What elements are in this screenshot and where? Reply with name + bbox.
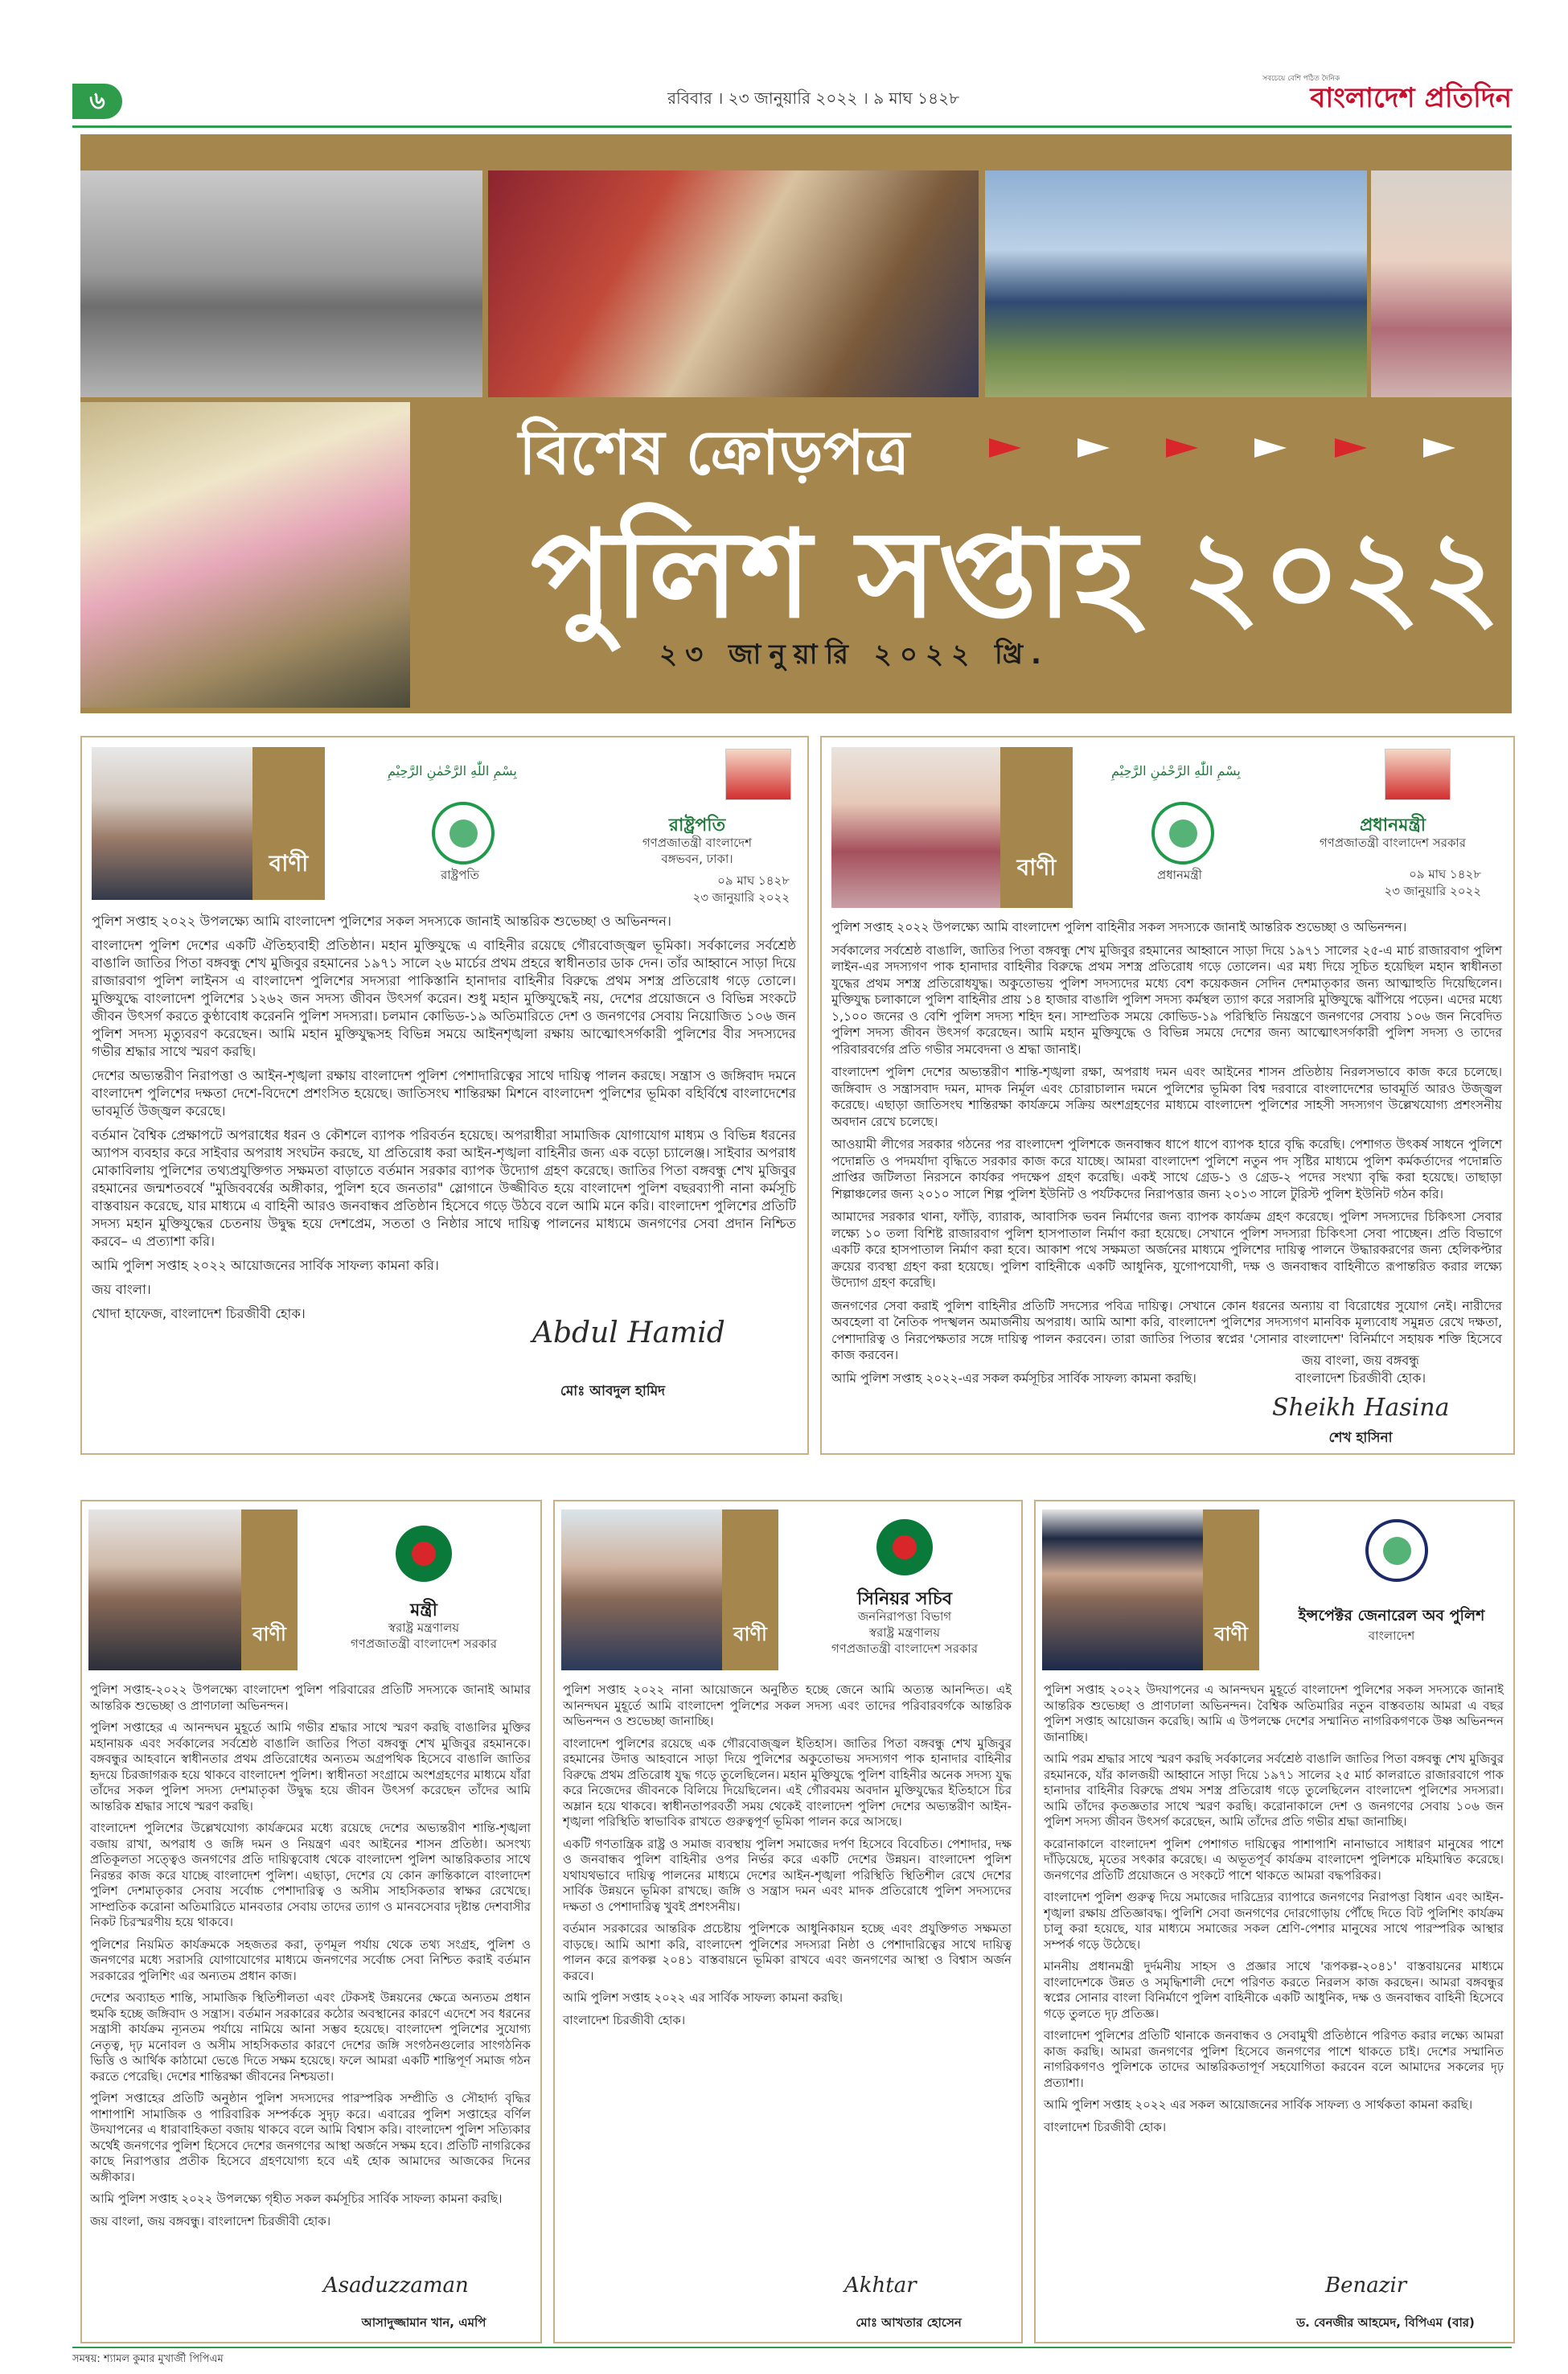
mujib-year-logo-icon <box>1385 749 1451 800</box>
white-flag-icon <box>1254 438 1287 458</box>
closing-line: বাংলাদেশ চিরজীবী হোক। <box>1295 1370 1426 1386</box>
paragraph: বাংলাদেশ পুলিশের প্রতিটি থানাকে জনবান্ধব ও সেবামুখী প্রতিষ্ঠানে পরিণত করার লক্ষ্যে আমরা কাজ করছি। আমরা জনগণের পুলিশ হিসেবে জনগণের পাশে থাকতে চাই। দেশের সম্মানিত নাগরিকগণও পুলিশকে তাদের আন্তরিকতাপূর্ণ সহযোগিতা করবেন বলে আমাদের সকলের দৃঢ় প্রত্যাশা। <box>1044 2028 1504 2090</box>
president-meeting-photo <box>488 170 979 397</box>
logo-text: বাংলাদেশ প্রতিদিন <box>1310 82 1512 114</box>
bani-label: বাণী <box>252 747 325 900</box>
igp-signature: Benazir <box>1325 2273 1407 2298</box>
minister-portrait <box>88 1509 241 1670</box>
pm-name: শেখ হাসিনা <box>1328 1430 1393 1446</box>
date-english: ২৩ জানুয়ারি ২০২২ <box>1384 884 1481 898</box>
paragraph: আমি পুলিশ সপ্তাহ ২০২২ এর সকল আয়োজনের সার্বিক সাফল্য ও সার্থকতা কামনা করছি। <box>1044 2097 1473 2112</box>
secretary-signature: Akhtar <box>844 2273 917 2298</box>
mujib-year-logo-icon <box>725 749 791 800</box>
minister-signature: Asaduzzaman <box>323 2273 469 2298</box>
page-number: ৬ <box>72 84 122 119</box>
pm-message-body <box>831 919 1502 1393</box>
paragraph: মাননীয় প্রধানমন্ত্রী দুর্দমনীয় সাহস ও প্রজ্ঞার সাথে 'রূপকল্প-২০৪১' বাস্তবায়নের মাধ্যমে বাংলাদেশকে উন্নত ও সমৃদ্ধিশালী দেশে পরিণত করতে নিরলস কাজ করছেন। আমরা বঙ্গবন্ধুর স্বপ্নের সোনার বাংলা বিনির্মাণে পুলিশ বাহিনীকে একটি আধুনিক, দক্ষ ও জনবান্ধব বাহিনী হিসেবে গড়ে তুলতে দৃঢ় প্রতিজ্ঞ। <box>1044 1959 1504 2021</box>
paragraph: বাংলাদেশ পুলিশ দেশের অভ্যন্তরীণ শান্তি-শৃঙ্খলা রক্ষা, অপরাধ দমন এবং আইনের শাসন প্রতিষ্ঠায় নিরলসভাবে কাজ করে চলেছে। জঙ্গিবাদ ও সন্ত্রাসবাদ দমন, মাদক নির্মূল এবং চোরাচালান দমনে পুলিশের ভূমিকা বিশ্ব দরবারে বাংলাদেশের ভাবমূর্তি আরও উজ্জ্বল করেছে। এছাড়া জাতিসংঘ শান্তিরক্ষা কার্যক্রমে সক্রিয় অংশগ্রহণের মাধ্যমে বাংলাদেশ পুলিশের সাহসী সদস্যগণ উল্লেখযোগ্য প্রশংসনীয় অবদান রেখে চলেছে। <box>831 1065 1502 1129</box>
government-emblem-icon <box>396 1526 452 1582</box>
bouquet-handover-photo <box>80 402 410 708</box>
president-title: রাষ্ট্রপতি <box>668 815 726 836</box>
secretary-name: মোঃ আখতার হোসেন <box>856 2315 962 2330</box>
secretary-government: গণপ্রজাতন্ত্রী বাংলাদেশ সরকার <box>831 1641 979 1656</box>
president-location: বঙ্গভবন, ঢাকা। <box>661 852 733 866</box>
paragraph: সর্বকালের সর্বশ্রেষ্ঠ বাঙালি, জাতির পিতা বঙ্গবন্ধু শেখ মুজিবুর রহমানের আহ্বানে সাড়া দিয়ে ১৯৭১ সালের ২৫-এ মার্চ রাজারবাগ পুলিশ লাইন-এর সদস্যগণ পাক হানাদার বাহিনীর বিরুদ্ধে প্রথম সশস্ত্র প্রতিরোধ গড়ে তোলেন। এর মধ্য দিয়ে সূচিত হয়েছিল মহান স্বাধীনতা যুদ্ধের প্রথম সশস্ত্র প্রতিরোধযুদ্ধ। অকুতোভয় পুলিশ সদস্যদের মধ্যে বেশ কয়েকজন সেদিন দেশমাতৃকার জন্য আত্মাহুতি দিয়েছিলেন। মুক্তিযুদ্ধ চলাকালে পুলিশ বাহিনীর প্রায় ১৪ হাজার বাঙালি পুলিশ সদস্য কর্মস্থল ত্যাগ করে সরাসরি মুক্তিযুদ্ধে ঝাঁপিয়ে পড়েন। এদের মধ্যে ১,১০০ জনের ও বেশি পুলিশ সদস্য শহিদ হন। সাম্প্রতিক সময়ে কোভিড-১৯ পরিস্থিতি নিয়ন্ত্রণে জনগণের সেবায় ১০৬ জন নিবেদিত পুলিশ সদস্য জীবন উৎসর্গ করেছেন। আমি মহান মুক্তিযুদ্ধে ও বিভিন্ন সময়ে দেশের জন্য আত্মোৎসর্গকারী পুলিশ সদস্য ও তাদের পরিবারবর্গের প্রতি গভীর সমবেদনা ও শ্রদ্ধা জানাই। <box>831 943 1502 1057</box>
paragraph: করোনাকালে বাংলাদেশ পুলিশ পেশাগত দায়িত্বের পাশাপাশি নানাভাবে সাধারণ মানুষের পাশে দাঁড়িয়েছে, মৃতের সৎকার করেছে। এ অভূতপূর্ব কার্যক্রম বাংলাদেশ পুলিশকে মহিমান্বিত করেছে। জনগণের প্রতিটি প্রয়োজনে ও সংকটে পাশে থাকতে আমরা বদ্ধপরিকর। <box>1044 1836 1504 1883</box>
igp-title: ইন্সপেক্টর জেনারেল অব পুলিশ <box>1298 1607 1485 1624</box>
president-message-box <box>80 736 809 1455</box>
pm-emblem-icon <box>1151 802 1214 865</box>
police-emblem-icon <box>1365 1519 1428 1582</box>
paragraph: দেশের অভ্যন্তরীণ নিরাপত্তা ও আইন-শৃঙ্খলা রক্ষায় বাংলাদেশ পুলিশ পেশাদারিত্বের সাথে দায়িত্ব পালন করছে। সন্ত্রাস ও জঙ্গিবাদ দমনে বাংলাদেশ পুলিশের দক্ষতা দেশে-বিদেশে প্রশংসিত হয়েছে। জাতিসংঘ শান্তিরক্ষা মিশনে বাংলাদেশ পুলিশের ভূমিকা বহির্বিশ্বে বাংলাদেশের ভাবমূর্তি উজ্জ্বল করেছে। <box>92 1068 796 1119</box>
historic-jeep-photo <box>80 170 482 397</box>
minister-name: আসাদুজ্জামান খান, এমপি <box>361 2315 486 2330</box>
paragraph: বর্তমান বৈশ্বিক প্রেক্ষাপটে অপরাধের ধরন ও কৌশলে ব্যাপক পরিবর্তন হয়েছে। অপরাধীরা সামাজিক যোগাযোগ মাধ্যম ও বিভিন্ন ধরনের অ্যাপস ব্যবহার করে সাইবার অপরাধ সংঘটন করছে, যা প্রতিরোধ করা আইন-শৃঙ্খলা বাহিনীর জন্য এক বড়ো চ্যালেঞ্জ। সাইবার অপরাধ মোকাবিলায় পুলিশের তথ্যপ্রযুক্তিগত সক্ষমতা বাড়াতে বর্তমান সরকার ব্যাপক উদ্যোগ গ্রহণ করেছে। জাতির পিতা বঙ্গবন্ধু শেখ মুজিবুর রহমানের জন্মশতবর্ষে "মুজিববর্ষের অঙ্গীকার, পুলিশ হবে জনতার" স্লোগানে উজ্জীবিত হয়ে বাংলাদেশ পুলিশ বছরব্যাপী নানা কর্মসূচি বাস্তবায়ন করেছে, যার মাধ্যমে এ বাহিনী আরও জনবান্ধব প্রতিষ্ঠান হিসেবে গড়ে উঠবে বলে আমি মনে করি। বাংলাদেশ পুলিশের প্রতিটি সদস্য মহান মুক্তিযুদ্ধের চেতনায় উদ্বুদ্ধ হয়ে দেশপ্রেম, সততা ও নিষ্ঠার সাথে দায়িত্ব পালনের মাধ্যমে জনগণের সেবা প্রদান নিশ্চিত করবে– এ প্রত্যাশা করি। <box>92 1127 796 1249</box>
government-emblem-icon <box>876 1519 933 1575</box>
paragraph: বাংলাদেশ পুলিশের উল্লেখযোগ্য কার্যক্রমের মধ্যে রয়েছে দেশের অভ্যন্তরীণ শান্তি-শৃঙ্খলা বজায় রাখা, অপরাধ ও জঙ্গি দমন ও নিয়ন্ত্রণ এবং আইনের শাসন প্রতিষ্ঠা। অসংখ্য প্রতিকূলতা সত্ত্বেও জনগণের প্রতি দায়িত্ববোধ থেকে বাংলাদেশ পুলিশ আন্তরিকতার সাথে নিরন্তর কাজ করে যাচ্ছে বাংলাদেশ পুলিশ। এছাড়া, দেশের যে কোন ক্রান্তিকালে বাংলাদেশ পুলিশ দেশমাতৃকার সেবায় সর্বোচ্চ পেশাদারিত্ব ও অসীম সাহসিকতার স্বাক্ষর রেখেছে। সাম্প্রতিক করোনা অতিমারিতে মানবতার সেবায় তাদের ত্যাগ ও মানবসেবার দৃষ্টান্ত দেশবাসীর নিকট চিরস্মরণীয় হয়ে থাকবে। <box>90 1821 531 1929</box>
paragraph: আওয়ামী লীগের সরকার গঠনের পর বাংলাদেশ পুলিশকে জনবান্ধব ধাপে ধাপে ব্যাপক হারে বৃদ্ধি করেছি। পেশাগত উৎকর্ষ সাধনে পুলিশে পদোন্নতি ও পদমর্যাদা বৃদ্ধিতে সরকার কাজ করে যাচ্ছে। আমরা বাংলাদেশ পুলিশে নতুন পদ সৃষ্টির মাধ্যমে পুলিশ কর্মকর্তাদের পদোন্নতি প্রাপ্তির জটিলতা নিরসনে কার্যকর পদক্ষেপ গ্রহণ করেছি। একই সাথে গ্রেড-১ ও গ্রেড-২ পদের সংখ্যা বৃদ্ধি করা হয়েছে। তাছাড়া শিল্পাঞ্চলের জন্য ২০১০ সালে শিল্প পুলিশ ইউনিট ও পর্যটকদের নিরাপত্তার জন্য ২০১৩ সালে টুরিস্ট পুলিশ ইউনিট গঠন করি। <box>831 1137 1502 1201</box>
paragraph: জয় বাংলা, জয় বঙ্গবন্ধু। বাংলাদেশ চিরজীবী হোক। <box>90 2213 331 2228</box>
police-week-title: পুলিশ সপ্তাহ ২০২২ <box>531 503 1503 645</box>
pm-portrait <box>831 747 1000 908</box>
pm-signature: Sheikh Hasina <box>1272 1394 1450 1422</box>
paragraph: আমি পুলিশ সপ্তাহ ২০২২-এর সকল কর্মসূচির সার্বিক সাফল্য কামনা করছি। <box>831 1370 1197 1386</box>
paragraph: পুলিশ সপ্তাহের প্রতিটি অনুষ্ঠান পুলিশ সদস্যদের পারস্পরিক সম্প্রীতি ও সৌহার্দ্য বৃদ্ধির পাশাপাশি সামাজিক ও পারিবারিক সম্পর্ককে সুদৃঢ় করে। এবারের পুলিশ সপ্তাহের বর্ণিল উদযাপনের এ ধারাবাহিকতা বজায় থাকবে বলে আমি বিশ্বাস করি। বাংলাদেশ পুলিশ সত্যিকার অর্থেই জনগণের পুলিশ হিসেবে দেশের জনগণের আস্থা অর্জনে সক্ষম হবে। প্রতিটি নাগরিকের কাছে নিরাপত্তার প্রতীক হিসেবে গ্রহণযোগ্য হবে এই হোক আমাদের আজকের দিনের অঙ্গীকার। <box>90 2091 531 2184</box>
igp-portrait <box>1042 1509 1203 1670</box>
president-emblem-icon <box>432 802 495 865</box>
paragraph: একটি গণতান্ত্রিক রাষ্ট্র ও সমাজ ব্যবস্থায় পুলিশ সমাজের দর্পণ হিসেবে বিবেচিত। পেশাদার, দক্ষ ও জনবান্ধব পুলিশ বাহিনীর ওপর নির্ভর করে একটি দেশের উন্নয়ন। বাংলাদেশ পুলিশ যথাযথভাবে দায়িত্ব পালনের মাধ্যমে দেশের আইন-শৃঙ্খলা পরিস্থিতি স্থিতিশীল রেখে দেশের সার্বিক উন্নয়নে ভূমিকা রাখছে। জঙ্গি ও সন্ত্রাস দমন এবং মাদক প্রতিরোধে পুলিশ সদস্যদের দক্ষতা ও পেশাদারিত্ব খুবই প্রশংসনীয়। <box>563 1836 1012 1914</box>
paragraph: পুলিশের নিয়মিত কার্যক্রমকে সহজতর করা, তৃণমূল পর্যায় থেকে তথ্য সংগ্রহ, পুলিশ ও জনগণের মধ্যে সরাসরি যোগাযোগের মাধ্যমে জনগণের সর্বোচ্চ সেবা নিশ্চিত করাই বর্তমান সরকারের পুলিশিং এর অন্যতম প্রধান কাজ। <box>90 1937 531 1983</box>
paragraph: বাংলাদেশ চিরজীবী হোক। <box>563 2012 686 2027</box>
police-parade-photo <box>985 170 1367 397</box>
red-flag-icon <box>1166 438 1198 458</box>
red-flag-icon <box>989 438 1021 458</box>
police-week-date: ২৩ জানুয়ারি ২০২২ খ্রি. <box>659 639 1049 671</box>
bani-label: বাণী <box>722 1509 778 1670</box>
president-date <box>597 873 790 906</box>
pm-date <box>1304 866 1481 900</box>
supplement-heading: বিশেষ ক্রোড়পত্র <box>519 417 910 488</box>
pm-closing <box>1240 1352 1481 1387</box>
red-flag-icon <box>1335 438 1367 458</box>
president-signature: Abdul Hamid <box>532 1316 725 1349</box>
minister-government: গণপ্রজাতন্ত্রী বাংলাদেশ সরকার <box>350 1637 498 1651</box>
paragraph: দেশের অব্যাহত শান্তি, সামাজিক স্থিতিশীলতা এবং টেকসই উন্নয়নের ক্ষেত্রে অন্যতম প্রধান হুমকি হচ্ছে জঙ্গিবাদ ও সন্ত্রাস। বর্তমান সরকারের কঠোর অবস্থানের কারণে এদেশে সব ধরনের সন্ত্রাসী কার্যক্রম ন্যূনতম পর্যায়ে নামিয়ে আনা সম্ভব হয়েছে। বাংলাদেশ পুলিশের সুযোগ্য নেতৃত্ব, দৃঢ় মনোবল ও অসীম সাহসিকতার কারণে দেশের জঙ্গি সংগঠনগুলোর সাংগঠনিক ভিত্তি ও আর্থিক কাঠামো ভেঙে দিতে সক্ষম হয়েছে। ফলে আমরা একটি শান্তিপূর্ণ সমাজ গঠন করতে পেরেছি। দেশের শান্তিরক্ষা জীবনের নিশ্চয়তা। <box>90 1990 531 2084</box>
paragraph: আমি পুলিশ সপ্তাহ ২০২২ এর সার্বিক সাফল্য কামনা করছি। <box>563 1990 844 2005</box>
dateline: রবিবার । ২৩ জানুয়ারি ২০২২ । ৯ মাঘ ১৪২৮ <box>667 88 960 108</box>
date-bangla: ০৯ মাঘ ১৪২৮ <box>1409 867 1481 881</box>
white-flag-icon <box>1077 438 1110 458</box>
pm-subtitle: গণপ্রজাতন্ত্রী বাংলাদেশ সরকার <box>1319 836 1467 850</box>
closing-line: জয় বাংলা, জয় বঙ্গবন্ধু <box>1302 1353 1419 1368</box>
paragraph: বাংলাদেশ পুলিশের রয়েছে এক গৌরবোজ্জ্বল ইতিহাস। জাতির পিতা বঙ্গবন্ধু শেখ মুজিবুর রহমানের উদাত্ত আহবানে সাড়া দিয়ে পুলিশের অকুতোভয় সদস্যগণ পাক হানাদার বাহিনীর বিরুদ্ধে প্রথম প্রতিরোধ যুদ্ধ গড়ে তুলেছিলেন। মহান মুক্তিযুদ্ধে পুলিশ বাহিনীর অনেক সদস্য যুদ্ধ করে নিজেদের জীবনকে বিলিয়ে দিয়েছিলেন। এই গৌরবময় অবদান মুক্তিযুদ্ধের ইতিহাসে চির অম্লান হয়ে থাকবে। স্বাধীনতাপরবর্তী সময় থেকেই বাংলাদেশ পুলিশ দেশের অভ্যন্তরীণ আইন-শৃঙ্খলা পরিস্থিতি স্বাভাবিক রাখতে গুরুত্বপূর্ণ ভূমিকা পালন করে আসছে। <box>563 1735 1012 1829</box>
paragraph: বাংলাদেশ পুলিশ দেশের একটি ঐতিহ্যবাহী প্রতিষ্ঠান। মহান মুক্তিযুদ্ধে এ বাহিনীর রয়েছে গৌরবোজ্জ্বল ভূমিকা। সর্বকালের সর্বশ্রেষ্ঠ বাঙালি জাতির পিতা বঙ্গবন্ধু শেখ মুজিবুর রহমানের ১৯৭১ সালে ২৬ মার্চের প্রথম প্রহরে স্বাধীনতার ডাক দেন। তাঁর আহ্বানে সাড়া দিয়ে রাজারবাগ পুলিশ লাইনস এ বাংলাদেশ পুলিশের সদস্যরা পাকিস্তানি হানাদার বাহিনীর বিরুদ্ধে প্রথম সশস্ত্র প্রতিরোধ গড়ে তোলে। মুক্তিযুদ্ধে বাংলাদেশ পুলিশের ১২৬২ জন সদস্য জীবন উৎসর্গ করেন। শুধু মহান মুক্তিযুদ্ধেই নয়, দেশের প্রয়োজনে ও বিভিন্ন সংকটে জীবন উৎসর্গ করতে কুণ্ঠাবোধ করেননি পুলিশ সদস্যরা। চলমান কোভিড-১৯ অতিমারিতে দেশ ও জনগণের সেবায় নিয়োজিত ১০৬ জন পুলিশ সদস্য মৃত্যুবরণ করেছেন। আমি মহান মুক্তিযুদ্ধসহ বিভিন্ন সময়ে আইনশৃঙ্খলা রক্ষায় আত্মোৎসর্গকারী পুলিশের বীর সদস্যদের গভীর শ্রদ্ধার সাথে স্মরণ করছি। <box>92 938 796 1059</box>
paragraph: বাংলাদেশ চিরজীবী হোক। <box>1044 2119 1167 2134</box>
igp-message-box <box>1034 1500 1515 2343</box>
paragraph: পুলিশ সপ্তাহের এ আনন্দঘন মুহূর্তে আমি গভীর শ্রদ্ধার সাথে স্মরণ করছি বাঙালির মুক্তির মহানায়ক এবং সর্বকালের সর্বশ্রেষ্ঠ বাঙালি জাতির পিতা বঙ্গবন্ধু শেখ মুজিবুর রহমানকে। বঙ্গবন্ধুর আহবানে স্বাধীনতার প্রথম প্রতিরোধের অন্যতম অগ্রপথিক হিসেবে বাঙালি জাতির হৃদয়ে চিরজাগরূক হয়ে থাকবে বাংলাদেশ পুলিশ। স্বাধীনতা সংগ্রামে অংশগ্রহণের মাধ্যমে যাঁরা তাঁদের সকল পুলিশ সদস্য দেশমাতৃকা উদ্বুদ্ধ হয়ে জীবন উৎসর্গ করেছেন তাঁদের আমি আন্তরিক শ্রদ্ধার সাথে স্মরণ করছি। <box>90 1720 531 1813</box>
paragraph: বাংলাদেশ পুলিশ গুরুত্ব দিয়ে সমাজের দারিদ্র্যের ব্যাপারে জনগণের নিরাপত্তা বিধান এবং আইন-শৃঙ্খলা রক্ষায় প্রতিজ্ঞাবদ্ধ। পুলিশি সেবা জনগণের দোরগোড়ায় পৌঁছে দিতে বিট পুলিশিং কার্যক্রম চালু করা হয়েছে, যার মাধ্যমে সমাজের সকল শ্রেণি-পেশার মানুষের সাথে পারস্পরিক আস্থার সম্পর্ক গড়ে উঠেছে। <box>1044 1890 1504 1952</box>
secretary-ministry: স্বরাষ্ট্র মন্ত্রণালয় <box>868 1625 941 1640</box>
paragraph: আমি পরম শ্রদ্ধার সাথে স্মরণ করছি সর্বকালের সর্বশ্রেষ্ঠ বাঙালি জাতির পিতা বঙ্গবন্ধু শেখ মুজিবুর রহমানকে, যাঁর কালজয়ী আহ্বানে সাড়া দিয়ে ১৯৭১ সালের ২৫ মার্চ কালরাতে রাজারবাগে পাক হানাদার বাহিনীর বিরুদ্ধে প্রথম সশস্ত্র প্রতিরোধ গড়ে তুলেছিলেন বাংলাদেশ পুলিশের সদস্যরা। আমি তাঁদের কৃতজ্ঞতার সাথে স্মরণ করছি। করোনাকালে দেশ ও জনগণের সেবায় ১০৬ জন পুলিশ সদস্য জীবন উৎসর্গ করেছেন, আমি তাঁদের প্রতি গভীর শ্রদ্ধা জানাচ্ছি। <box>1044 1752 1504 1829</box>
pm-title: প্রধানমন্ত্রী <box>1359 815 1426 836</box>
paragraph: পুলিশ সপ্তাহ-২০২২ উপলক্ষ্যে বাংলাদেশ পুলিশ পরিবারের প্রতিটি সদস্যকে জানাই আমার আন্তরিক শুভেচ্ছা ও প্রাণঢালা অভিনন্দন। <box>90 1682 531 1713</box>
bani-label: বাণী <box>1000 747 1073 908</box>
paragraph: জয় বাংলা। <box>92 1282 151 1297</box>
bani-label: বাণী <box>1203 1509 1259 1670</box>
president-name: মোঃ আবদুল হামিদ <box>560 1383 666 1399</box>
newspaper-logo <box>1262 77 1512 117</box>
president-subtitle: গণপ্রজাতন্ত্রী বাংলাদেশ <box>642 836 753 850</box>
bani-label: বাণী <box>241 1509 298 1670</box>
date-bangla: ০৯ মাঘ ১৪২৮ <box>717 873 790 888</box>
minister-message-body <box>90 1682 531 2236</box>
paragraph: আমি পুলিশ সপ্তাহ ২০২২ উপলক্ষ্যে গৃহীত সকল কর্মসূচির সার্বিক সাফল্য কামনা করছি। <box>90 2191 503 2206</box>
minister-ministry: স্বরাষ্ট্র মন্ত্রণালয় <box>388 1620 460 1635</box>
paragraph: পুলিশ সপ্তাহ ২০২২ উপলক্ষ্যে আমি বাংলাদেশ পুলিশ বাহিনীর সকল সদস্যকে জানাই আন্তরিক শুভেচ্ছা ও অভিনন্দন। <box>831 920 1407 934</box>
paragraph: খোদা হাফেজ, বাংলাদেশ চিরজীবী হোক। <box>92 1306 306 1321</box>
secretary-title: সিনিয়র সচিব <box>857 1589 952 1609</box>
pm-message-box <box>820 736 1515 1455</box>
date-english: ২৩ জানুয়ারি ২০২২ <box>692 890 790 905</box>
emblem-label: প্রধানমন্ত্রী <box>1157 868 1202 882</box>
secretary-message-body <box>563 1682 1012 2035</box>
paragraph: পুলিশ সপ্তাহ ২০২২ নানা আয়োজনে অনুষ্ঠিত হচ্ছে জেনে আমি অত্যন্ত আনন্দিত। এই আনন্দঘন মুহূর্তে আমি বাংলাদেশ পুলিশের সকল সদস্য এবং তাদের পরিবারবর্গকে আন্তরিক অভিনন্দন ও শুভেচ্ছা জানাচ্ছি। <box>563 1682 1012 1728</box>
paragraph: বর্তমান সরকারের আন্তরিক প্রচেষ্টায় পুলিশকে আধুনিকায়ন হচ্ছে এবং প্রযুক্তিগত সক্ষমতা বাড়ছে। আমি আশা করি, বাংলাদেশ পুলিশের সদস্যরা নিষ্ঠা ও পেশাদারিত্বের সাথে দায়িত্ব পালন করে রূপকল্প ২০৪১ বাস্তবায়নে ভূমিকা রাখবে এবং জনগণের আস্থা ও বিশ্বাস অর্জন করবে। <box>563 1921 1012 1983</box>
header-divider <box>72 125 1512 128</box>
igp-name: ড. বেনজীর আহমেদ, বিপিএম (বার) <box>1296 2315 1475 2330</box>
footer-credit: সমন্বয়: শ্যামল কুমার মুখার্জী পিপিএম <box>72 2347 1512 2371</box>
secretary-portrait <box>561 1509 722 1670</box>
minister-title: মন্ত্রী <box>410 1600 437 1620</box>
secretary-message-box <box>553 1500 1023 2343</box>
paragraph: আমাদের সরকার থানা, ফাঁড়ি, ব্যারাক, আবাসিক ভবন নির্মাণের জন্য ব্যাপক কার্যক্রম গ্রহণ করেছে। পুলিশ সদস্যদের চিকিৎসা সেবার লক্ষ্যে ১০ তলা বিশিষ্ট রাজারবাগ পুলিশ হাসপাতাল নির্মাণ করা হয়েছে। সেখানে পুলিশ সদস্যরা চিকিৎসা সেবা পাচ্ছেন। প্রতি বিভাগে একটি করে হাসপাতাল নির্মাণ করা হবে। আকাশ পথে সক্ষমতা অর্জনের মাধ্যমে পুলিশের দায়িত্ব পালনে উদ্ধারকরণের জন্য হেলিকপ্টার ক্রয়ের ব্যবস্থা গ্রহণ করা হয়েছে। পুলিশ বাহিনীকে একটি আধুনিক, যুগোপযোগী, দক্ষ ও জনবান্ধব বাহিনীতে রূপান্তরিত করার লক্ষ্যে উদ্যোগ গ্রহণ করেছি। <box>831 1210 1502 1290</box>
emblem-label: রাষ্ট্রপতি <box>441 868 479 882</box>
igp-message-body <box>1044 1682 1504 2142</box>
paragraph: জনগণের সেবা করাই পুলিশ বাহিনীর প্রতিটি সদস্যের পবিত্র দায়িত্ব। সেখানে কোন ধরনের অন্যায় বা বিরোধের সুযোগ নেই। নারীদের অবহেলা বা নৈতিক পদস্খলন অমার্জনীয় অপরাধ। আমি আশা করি, বাংলাদেশ পুলিশের সদস্যগণ মানবিক মূল্যবোধ সমুন্নত রেখে দক্ষতা, পেশাদারিত্ব ও নিরপেক্ষতার সঙ্গে দায়িত্ব পালন করবেন। তারা জাতির পিতার স্বপ্নের 'সোনার বাংলাদেশ' বিনির্মাণে সহায়ক শক্তি হিসেবে কাজ করবেন। <box>831 1298 1502 1362</box>
logo-tagline: সবচেয়ে বেশি পঠিত দৈনিক <box>1262 75 1340 83</box>
white-flag-icon <box>1423 438 1455 458</box>
president-portrait <box>92 747 252 900</box>
igp-country: বাংলাদেশ <box>1368 1629 1415 1643</box>
paragraph: পুলিশ সপ্তাহ ২০২২ উপলক্ষ্যে আমি বাংলাদেশ পুলিশের সকল সদস্যকে জানাই আন্তরিক শুভেচ্ছা ও অভিনন্দন। <box>92 914 671 929</box>
minister-message-box <box>80 1500 542 2343</box>
secretary-division: জননিরাপত্তা বিভাগ <box>857 1609 952 1624</box>
prime-minister-photo <box>1371 170 1512 397</box>
paragraph: পুলিশ সপ্তাহ ২০২২ উদযাপনের এ আনন্দঘন মুহূর্তে বাংলাদেশ পুলিশের সকল সদস্যকে জানাই আন্তরিক শুভেচ্ছা ও প্রাণঢালা অভিনন্দন। বৈশ্বিক অতিমারির নতুন বাস্তবতায় আমরা এ বছর পুলিশ সপ্তাহ আয়োজন করেছি। আমি এ উপলক্ষে দেশের সম্মানিত নাগরিকগণকে উষ্ণ অভিনন্দন জানাচ্ছি। <box>1044 1682 1504 1744</box>
paragraph: আমি পুলিশ সপ্তাহ ২০২২ আয়োজনের সার্বিক সাফল্য কামনা করি। <box>92 1258 439 1273</box>
bismillah-text: بِسْمِ اللّٰهِ الرَّحْمٰنِ الرَّحِيْمِ <box>1111 763 1241 778</box>
bismillah-text: بِسْمِ اللّٰهِ الرَّحْمٰنِ الرَّحِيْمِ <box>388 763 517 778</box>
president-message-body <box>92 913 796 1329</box>
